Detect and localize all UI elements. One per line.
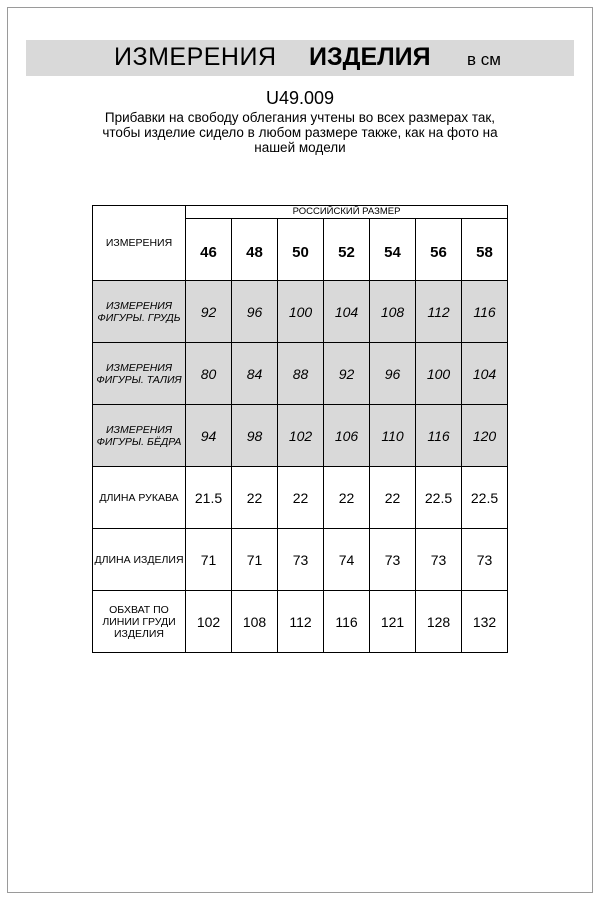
row-label: ДЛИНА ИЗДЕЛИЯ bbox=[93, 529, 186, 591]
table-cell: 71 bbox=[186, 529, 232, 591]
table-cell: 92 bbox=[186, 281, 232, 343]
table-cell: 84 bbox=[232, 343, 278, 405]
table-cell: 116 bbox=[324, 591, 370, 653]
row-label: ДЛИНА РУКАВА bbox=[93, 467, 186, 529]
corner-label: ИЗМЕРЕНИЯ bbox=[93, 206, 186, 281]
table-cell: 96 bbox=[232, 281, 278, 343]
table-cell: 94 bbox=[186, 405, 232, 467]
table-cell: 74 bbox=[324, 529, 370, 591]
table-cell: 22.5 bbox=[416, 467, 462, 529]
fit-note bbox=[80, 110, 520, 155]
table-row bbox=[93, 529, 508, 591]
size-group-label: РОССИЙСКИЙ РАЗМЕР bbox=[186, 206, 508, 219]
table-cell: 100 bbox=[416, 343, 462, 405]
table-cell: 73 bbox=[278, 529, 324, 591]
size-header-58: 58 bbox=[462, 219, 508, 281]
table-row bbox=[93, 281, 508, 343]
table-cell: 132 bbox=[462, 591, 508, 653]
row-label: ОБХВАТ ПО ЛИНИИ ГРУДИ ИЗДЕЛИЯ bbox=[93, 591, 186, 653]
table-row bbox=[93, 591, 508, 653]
title-unit: в см bbox=[467, 50, 501, 69]
size-header-46: 46 bbox=[186, 219, 232, 281]
table-cell: 73 bbox=[416, 529, 462, 591]
table-cell: 22.5 bbox=[462, 467, 508, 529]
table-cell: 88 bbox=[278, 343, 324, 405]
table-cell: 98 bbox=[232, 405, 278, 467]
size-header-52: 52 bbox=[324, 219, 370, 281]
size-header-56: 56 bbox=[416, 219, 462, 281]
table-cell: 22 bbox=[370, 467, 416, 529]
row-label: ИЗМЕРЕНИЯ ФИГУРЫ. ГРУДЬ bbox=[93, 281, 186, 343]
size-header-54: 54 bbox=[370, 219, 416, 281]
table-cell: 104 bbox=[462, 343, 508, 405]
table-cell: 104 bbox=[324, 281, 370, 343]
fit-note-line: чтобы изделие сидело в любом размере также, как на фото на bbox=[102, 125, 498, 140]
title-measurements: ИЗМЕРЕНИЯ bbox=[114, 43, 277, 71]
title-bar bbox=[26, 40, 574, 76]
table-cell: 102 bbox=[186, 591, 232, 653]
table-cell: 21.5 bbox=[186, 467, 232, 529]
table-cell: 100 bbox=[278, 281, 324, 343]
table-row bbox=[93, 343, 508, 405]
title-product: ИЗДЕЛИЯ bbox=[309, 43, 431, 71]
table-cell: 73 bbox=[462, 529, 508, 591]
row-label: ИЗМЕРЕНИЯ ФИГУРЫ. БЁДРА bbox=[93, 405, 186, 467]
row-label: ИЗМЕРЕНИЯ ФИГУРЫ. ТАЛИЯ bbox=[93, 343, 186, 405]
table-cell: 80 bbox=[186, 343, 232, 405]
size-header-48: 48 bbox=[232, 219, 278, 281]
table-cell: 112 bbox=[416, 281, 462, 343]
table-cell: 92 bbox=[324, 343, 370, 405]
table-cell: 22 bbox=[278, 467, 324, 529]
table-cell: 22 bbox=[324, 467, 370, 529]
table-row bbox=[93, 405, 508, 467]
table-cell: 110 bbox=[370, 405, 416, 467]
fit-note-line: нашей модели bbox=[254, 140, 346, 155]
table-cell: 128 bbox=[416, 591, 462, 653]
table-cell: 106 bbox=[324, 405, 370, 467]
table-cell: 116 bbox=[462, 281, 508, 343]
product-code: U49.009 bbox=[265, 88, 335, 108]
table-cell: 96 bbox=[370, 343, 416, 405]
table-cell: 112 bbox=[278, 591, 324, 653]
fit-note-line: Прибавки на свободу облегания учтены во всех размерах так, bbox=[104, 110, 496, 125]
size-header-50: 50 bbox=[278, 219, 324, 281]
table-cell: 102 bbox=[278, 405, 324, 467]
table-cell: 108 bbox=[370, 281, 416, 343]
table-cell: 116 bbox=[416, 405, 462, 467]
table-cell: 108 bbox=[232, 591, 278, 653]
size-table bbox=[92, 205, 508, 653]
table-cell: 22 bbox=[232, 467, 278, 529]
table-row bbox=[93, 467, 508, 529]
table-cell: 71 bbox=[232, 529, 278, 591]
table-cell: 120 bbox=[462, 405, 508, 467]
table-cell: 73 bbox=[370, 529, 416, 591]
table-cell: 121 bbox=[370, 591, 416, 653]
